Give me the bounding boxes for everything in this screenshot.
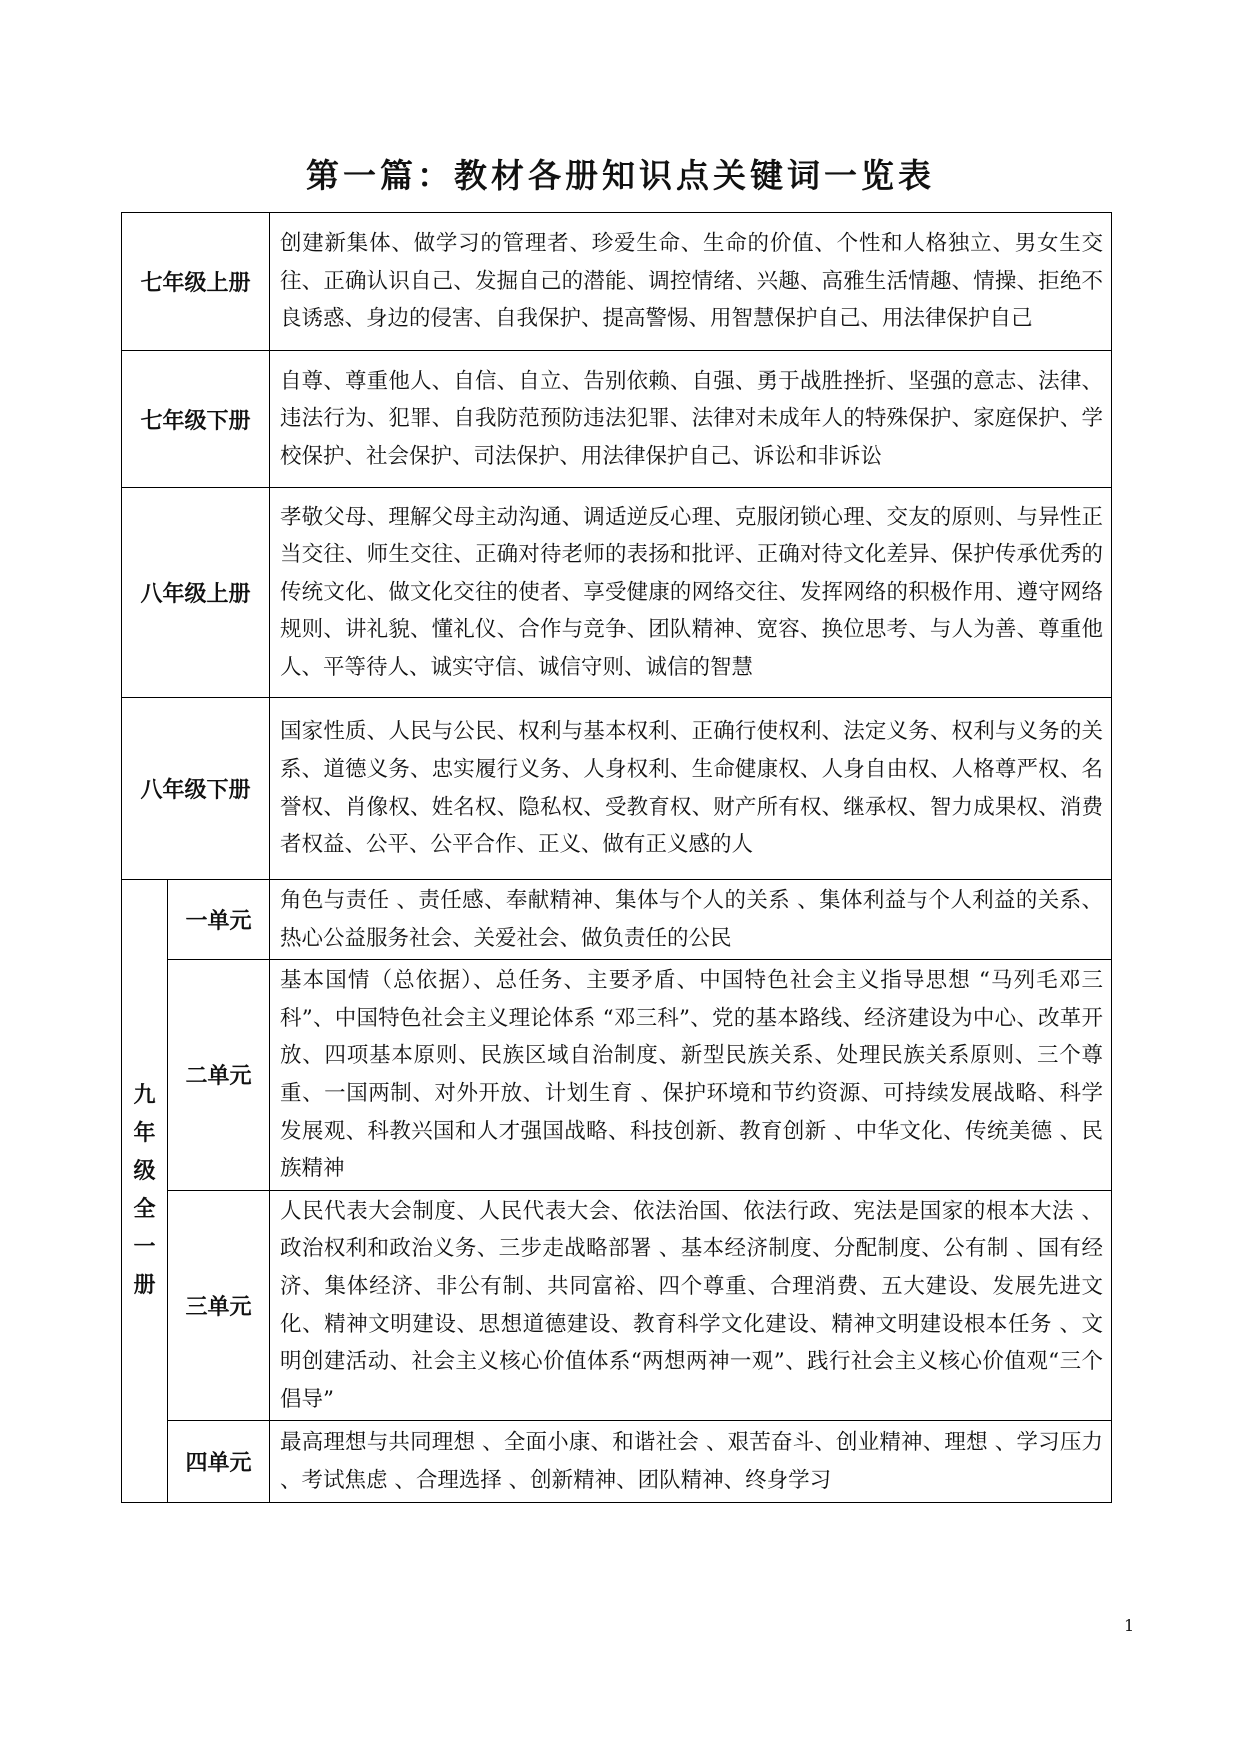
- keywords-cell: 创建新集体、做学习的管理者、珍爱生命、生命的价值、个性和人格独立、男女生交往、正确认识自己、发掘自己的潜能、调控情绪、兴趣、高雅生活情趣、情操、拒绝不良诱惑、身边的侵害、自我保护、提高警惕、用智慧保护自己、用法律保护自己: [270, 213, 1112, 351]
- grade-label: 七年级上册: [122, 213, 270, 351]
- keywords-cell: 最高理想与共同理想 、全面小康、和谐社会 、艰苦奋斗、创业精神、理想 、学习压力 、考试焦虑 、合理选择 、创新精神、团队精神、终身学习: [270, 1421, 1112, 1503]
- table-row: [122, 1190, 1112, 1421]
- keywords-cell: 角色与责任 、责任感、奉献精神、集体与个人的关系 、集体利益与个人利益的关系、热心公益服务社会、关爱社会、做负责任的公民: [270, 880, 1112, 960]
- grade9-label-char: 九: [133, 1083, 156, 1109]
- unit-label: 一单元: [168, 880, 270, 960]
- page-number: 1: [1124, 1616, 1135, 1635]
- grade9-label-char: 年: [133, 1121, 156, 1147]
- grade9-label-char: 一: [133, 1235, 156, 1261]
- keywords-cell: 国家性质、人民与公民、权利与基本权利、正确行使权利、法定义务、权利与义务的关系、道德义务、忠实履行义务、人身权利、生命健康权、人身自由权、人格尊严权、名誉权、肖像权、姓名权、隐私权、受教育权、财产所有权、继承权、智力成果权、消费者权益、公平、公平合作、正义、做有正义感的人: [270, 698, 1112, 880]
- keywords-cell: 自尊、尊重他人、自信、自立、告别依赖、自强、勇于战胜挫折、坚强的意志、法律、违法行为、犯罪、自我防范预防违法犯罪、法律对未成年人的特殊保护、家庭保护、学校保护、社会保护、司法保护、用法律保护自己、诉讼和非诉讼: [270, 351, 1112, 488]
- grade9-label: [122, 880, 168, 1503]
- table-row: [122, 880, 1112, 960]
- table-row: [122, 351, 1112, 488]
- grade9-label-char: 级: [133, 1159, 156, 1185]
- keywords-cell: 孝敬父母、理解父母主动沟通、调适逆反心理、克服闭锁心理、交友的原则、与异性正当交往、师生交往、正确对待老师的表扬和批评、正确对待文化差异、保护传承优秀的传统文化、做文化交往的使者、享受健康的网络交往、发挥网络的积极作用、遵守网络规则、讲礼貌、懂礼仪、合作与竞争、团队精神、宽容、换位思考、与人为善、尊重他人、平等待人、诚实守信、诚信守则、诚信的智慧: [270, 488, 1112, 698]
- keyword-table: [121, 212, 1112, 1503]
- table-row: [122, 698, 1112, 880]
- keywords-cell: 基本国情（总依据）、总任务、主要矛盾、中国特色社会主义指导思想 “马列毛邓三科”、中国特色社会主义理论体系 “邓三科”、党的基本路线、经济建设为中心、改革开放、四项基本原则、民族区域自治制度、新型民族关系、处理民族关系原则、三个尊重、一国两制、对外开放、计划生育 、保护环境和节约资源、可持续发展战略、科学发展观、科教兴国和人才强国战略、科技创新、教育创新 、中华文化、传统美德 、民族精神: [270, 960, 1112, 1191]
- table-row: [122, 960, 1112, 1191]
- unit-label: 三单元: [168, 1190, 270, 1421]
- table-row: [122, 213, 1112, 351]
- unit-label: 四单元: [168, 1421, 270, 1503]
- grade-label: 八年级上册: [122, 488, 270, 698]
- table-row: [122, 1421, 1112, 1503]
- grade9-label-char: 全: [133, 1197, 156, 1223]
- grade-label: 八年级下册: [122, 698, 270, 880]
- grade-label: 七年级下册: [122, 351, 270, 488]
- grade9-label-char: 册: [133, 1273, 156, 1299]
- keywords-cell: 人民代表大会制度、人民代表大会、依法治国、依法行政、宪法是国家的根本大法 、政治权利和政治义务、三步走战略部署 、基本经济制度、分配制度、公有制 、国有经济、集体经济、非公有制、共同富裕、四个尊重、合理消费、五大建设、发展先进文化、精神文明建设、思想道德建设、教育科学文化建设、精神文明建设根本任务 、文明创建活动、社会主义核心价值体系“两想两神一观”、践行社会主义核心价值观“三个倡导”: [270, 1190, 1112, 1421]
- unit-label: 二单元: [168, 960, 270, 1191]
- table-row: [122, 488, 1112, 698]
- page-title: 第一篇：教材各册知识点关键词一览表: [306, 156, 935, 195]
